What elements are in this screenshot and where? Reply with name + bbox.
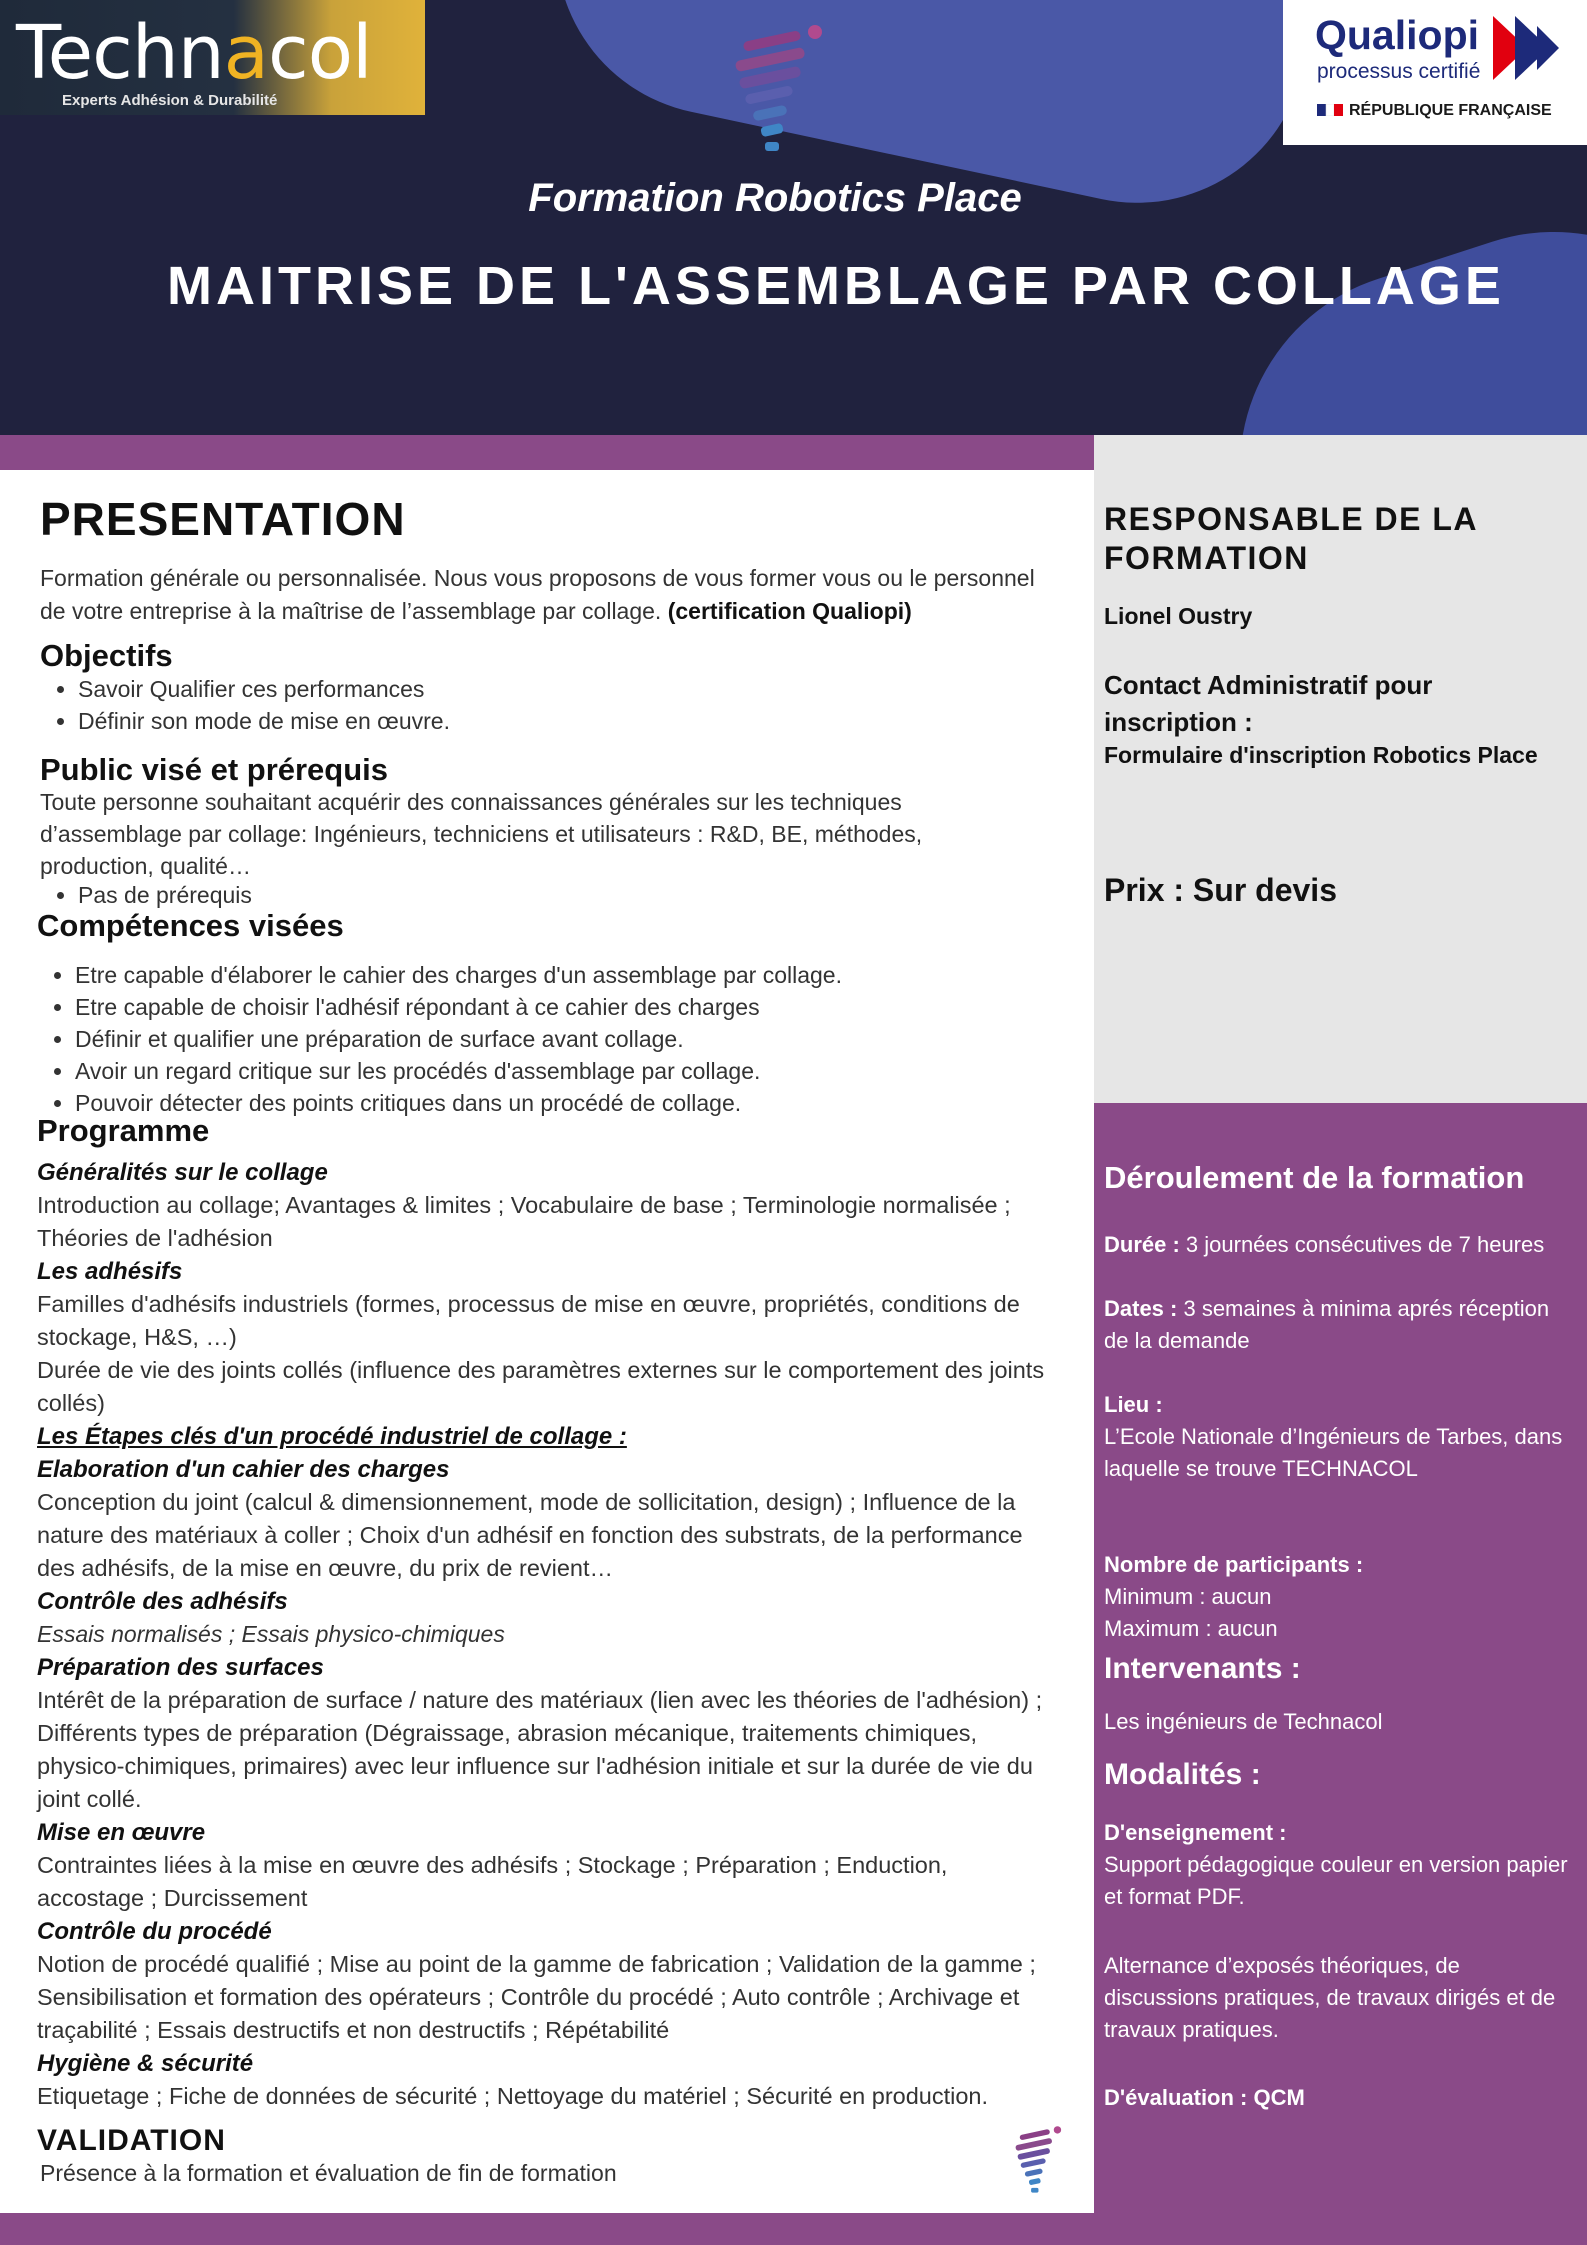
modalites-heading: Modalités : <box>1104 1758 1261 1791</box>
programme-text: Essais normalisés ; Essais physico-chimiques <box>37 1621 505 1647</box>
validation-heading: VALIDATION <box>37 2124 226 2157</box>
validation-text: Présence à la formation et évaluation de fin de formation <box>40 2160 617 2186</box>
registration-form-link[interactable]: Formulaire d'inscription Robotics Place <box>1104 742 1538 768</box>
price: Prix : Sur devis <box>1104 872 1337 908</box>
programme-subheading: Généralités sur le collage <box>37 1159 328 1186</box>
programme-text: Familles d'adhésifs industriels (formes, processus de mise en œuvre, propriétés, conditions de stockage, H&S, …) <box>37 1291 1020 1350</box>
programme-subheading: Préparation des surfaces <box>37 1654 324 1681</box>
intervenants-heading: Intervenants : <box>1104 1652 1301 1685</box>
list-item: • Avoir un regard critique sur les procédés d'assemblage par collage. <box>75 1055 1057 1087</box>
responsable-heading: RESPONSABLE DE LA FORMATION <box>1104 501 1477 576</box>
list-item: • Etre capable d'élaborer le cahier des charges d'un assemblage par collage. <box>75 959 1057 991</box>
responsable-name: Lionel Oustry <box>1104 603 1253 629</box>
list-item: • Pouvoir détecter des points critiques dans un procédé de collage. <box>75 1087 1057 1119</box>
page-title: MAITRISE DE L'ASSEMBLAGE PAR COLLAGE <box>167 256 1505 316</box>
public-heading: Public visé et prérequis <box>40 752 389 787</box>
programme-heading: Programme <box>37 1113 210 1148</box>
list-item: • Définir et qualifier une préparation de surface avant collage. <box>75 1023 1057 1055</box>
competences-list <box>37 959 1057 1119</box>
programme-body <box>37 1156 1057 2113</box>
qualiopi-name: Qualiopi <box>1315 12 1479 58</box>
dates-info: Dates : 3 semaines à minima aprés réception de la demande <box>1104 1296 1550 1353</box>
intervenants-text: Les ingénieurs de Technacol <box>1104 1709 1383 1734</box>
public-text: Toute personne souhaitant acquérir des connaissances générales sur les techniques d’assemblage par collage: Ingénieurs, techniciens et utilisateurs : R&D, BE, méthodes, production, qualité… <box>40 789 923 879</box>
qualiopi-tagline: processus certifié <box>1317 60 1481 83</box>
participants-info: Nombre de participants : Minimum : aucun Maximum : aucun <box>1104 1552 1364 1641</box>
contact-label: Contact Administratif pour inscription : <box>1104 670 1433 737</box>
logo-wordmark: Technacol <box>16 10 372 96</box>
programme-subheading: Les adhésifs <box>37 1258 183 1285</box>
programme-subheading: Mise en œuvre <box>37 1819 206 1846</box>
list-item: • Etre capable de choisir l'adhésif répondant à ce cahier des charges <box>75 991 1057 1023</box>
objectifs-heading: Objectifs <box>40 638 173 673</box>
footer-bar <box>0 2213 1587 2245</box>
certification-note: (certification Qualiopi) <box>667 598 912 624</box>
robotics-place-icon <box>1010 2124 1068 2198</box>
logo-tagline: Experts Adhésion & Durabilité <box>62 92 278 109</box>
programme-subheading: Les Étapes clés d'un procédé industriel de collage : <box>37 1423 627 1450</box>
programme-text: Intérêt de la préparation de surface / nature des matériaux (lien avec les théories de l'adhésion) ; Différents types de préparation (Dégraissage, abrasion mécanique, traitements chimiques, physico-chimiques, primaires) avec leur influence sur l'adhésion initiale et sur la durée de vie du joint collé. <box>37 1687 1043 1812</box>
qualiopi-republic: RÉPUBLIQUE FRANÇAISE <box>1349 102 1552 119</box>
evaluation-info: D'évaluation : QCM <box>1104 2085 1305 2110</box>
qualiopi-logo <box>1283 0 1587 145</box>
duree-info: Durée : 3 journées consécutives de 7 heures <box>1104 1232 1545 1257</box>
programme-text: Contraintes liées à la mise en œuvre des adhésifs ; Stockage ; Préparation ; Enduction, accostage ; Durcissement <box>37 1852 948 1911</box>
programme-text: Introduction au collage; Avantages & limites ; Vocabulaire de base ; Terminologie normalisée ; Théories de l'adhésion <box>37 1192 1011 1251</box>
programme-text: Durée de vie des joints collés (influence des paramètres externes sur le comportement des joints collés) <box>37 1357 1045 1416</box>
enseignement-info: D'enseignement : Support pédagogique couleur en version papier et format PDF. <box>1104 1820 1568 1909</box>
programme-text: Notion de procédé qualifié ; Mise au point de la gamme de fabrication ; Validation de la gamme ; Sensibilisation et formation des opérateurs ; Contrôle du procédé ; Auto contrôle ; Archivage et traçabilité ; Essais destructifs et non destructifs ; Répétabilité <box>37 1951 1036 2043</box>
presentation-text: Formation générale ou personnalisée. Nous vous proposons de vous former vous ou le personnel de votre entreprise à la maîtrise de l’assemblage par collage. (certification Qualiopi) <box>40 565 1035 624</box>
programme-subheading: Contrôle du procédé <box>37 1918 272 1945</box>
list-item: • Savoir Qualifier ces performances <box>78 673 1060 705</box>
programme-subheading: Elaboration d'un cahier des charges <box>37 1456 450 1483</box>
list-item: • Définir son mode de mise en œuvre. <box>78 705 1060 737</box>
programme-subheading: Hygiène & sécurité <box>37 2050 254 2077</box>
objectifs-list <box>40 673 1060 737</box>
lieu-info: Lieu : L’Ecole Nationale d’Ingénieurs de Tarbes, dans laquelle se trouve TECHNACOL <box>1104 1392 1563 1481</box>
french-flag-icon <box>1317 104 1343 116</box>
qualiopi-triangles-icon <box>1493 16 1563 80</box>
page-subtitle: Formation Robotics Place <box>528 176 1022 220</box>
robotics-place-icon <box>725 22 835 160</box>
presentation-heading: PRESENTATION <box>40 493 406 545</box>
competences-heading: Compétences visées <box>37 908 344 943</box>
deroulement-heading: Déroulement de la formation <box>1104 1160 1525 1195</box>
section-bar <box>0 435 1094 470</box>
technacol-logo <box>0 0 425 115</box>
alternance-info: Alternance d’exposés théoriques, de discussions pratiques, de travaux dirigés et de travaux pratiques. <box>1104 1953 1556 2042</box>
programme-text: Etiquetage ; Fiche de données de sécurité ; Nettoyage du matériel ; Sécurité en production. <box>37 2083 989 2109</box>
programme-subheading: Contrôle des adhésifs <box>37 1588 288 1615</box>
public-list <box>40 879 1040 911</box>
list-item: • Pas de prérequis <box>78 879 1040 911</box>
programme-text: Conception du joint (calcul & dimensionnement, mode de sollicitation, design) ; Influence de la nature des matériaux à coller ; Choix d'un adhésif en fonction des substrats, de la performance des adhésifs, de la mise en œuvre, du prix de revient… <box>37 1489 1023 1581</box>
